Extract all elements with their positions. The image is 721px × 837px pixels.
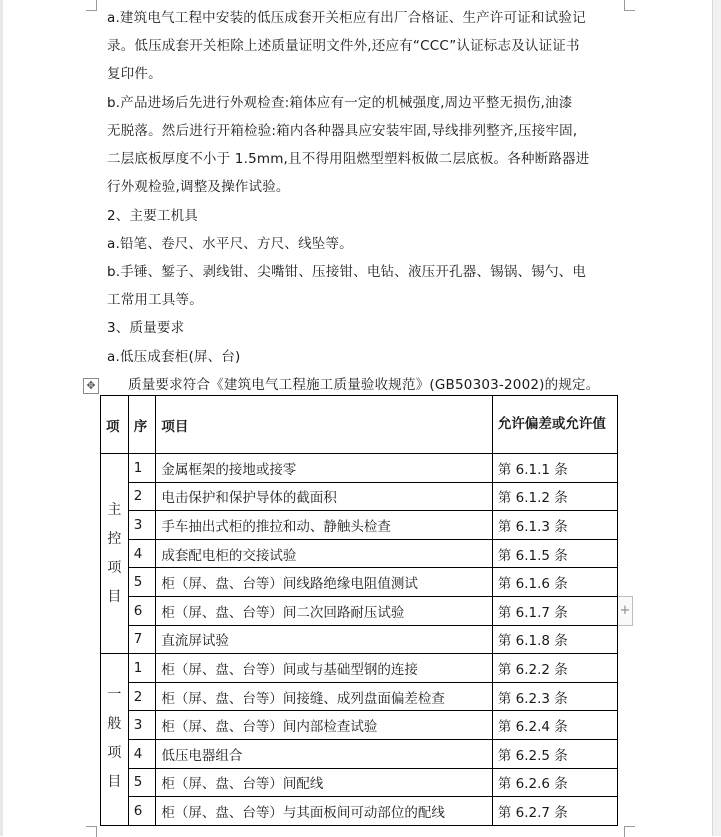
row-seq[interactable]: 3 (128, 511, 156, 540)
row-seq[interactable]: 6 (128, 596, 156, 625)
table-row (101, 768, 618, 797)
row-seq[interactable]: 4 (128, 539, 156, 568)
row-seq[interactable]: 5 (128, 568, 156, 597)
table-row (101, 739, 618, 768)
row-tolerance[interactable]: 第 6.2.6 条 (492, 768, 617, 797)
row-seq[interactable]: 5 (128, 768, 156, 797)
paragraph-line[interactable]: a.铅笔、卷尺、水平尺、方尺、线坠等。 (107, 236, 353, 252)
table-row (101, 596, 618, 625)
header-tolerance[interactable]: 允许偏差或允许值 (492, 396, 617, 454)
group-label-char: 般 (107, 716, 122, 733)
paragraph-line[interactable]: 无脱落。然后进行开箱检验:箱内各种器具应安装牢固,导线排列整齐,压接牢固, (107, 123, 578, 139)
header-category[interactable]: 项 (101, 396, 129, 454)
add-row-button[interactable]: + (617, 596, 633, 626)
group-label-char: 目 (107, 774, 122, 791)
table-header-row (101, 396, 618, 454)
table-row (101, 511, 618, 540)
row-tolerance[interactable]: 第 6.1.6 条 (492, 568, 617, 597)
row-item[interactable]: 成套配电柜的交接试验 (156, 539, 492, 568)
row-seq[interactable]: 7 (128, 625, 156, 654)
table-row (101, 454, 618, 483)
table-row (101, 711, 618, 740)
table-row (101, 625, 618, 654)
table-row (101, 482, 618, 511)
row-seq[interactable]: 4 (128, 739, 156, 768)
group-label-char: 主 (107, 501, 122, 518)
row-tolerance[interactable]: 第 6.1.1 条 (492, 454, 617, 483)
row-tolerance[interactable]: 第 6.2.5 条 (492, 739, 617, 768)
row-tolerance[interactable]: 第 6.2.4 条 (492, 711, 617, 740)
row-item[interactable]: 柜（屏、盘、台等）间配线 (156, 768, 492, 797)
margin-mark-bottom-right (624, 826, 635, 837)
paragraph-line[interactable]: 行外观检验,调整及操作试验。 (107, 179, 290, 195)
row-tolerance[interactable]: 第 6.2.7 条 (492, 797, 617, 826)
row-tolerance[interactable]: 第 6.2.2 条 (492, 654, 617, 683)
row-item[interactable]: 直流屏试验 (156, 625, 492, 654)
table-move-handle-icon[interactable]: ✥ (83, 378, 99, 394)
group-label-char: 一 (107, 687, 122, 704)
section-heading[interactable]: 3、质量要求 (107, 320, 185, 336)
row-seq[interactable]: 2 (128, 682, 156, 711)
row-seq[interactable]: 6 (128, 797, 156, 826)
paragraph-line[interactable]: 工常用工具等。 (107, 292, 203, 308)
row-seq[interactable]: 1 (128, 654, 156, 683)
group-label-main-control[interactable] (101, 454, 129, 654)
scrollbar[interactable] (712, 0, 721, 836)
row-tolerance[interactable]: 第 6.1.2 条 (492, 482, 617, 511)
group-label-char: 项 (107, 559, 122, 576)
margin-mark-bottom-left (86, 826, 97, 837)
group-label-char: 控 (107, 530, 122, 547)
section-heading[interactable]: 2、主要工机具 (107, 208, 198, 224)
row-tolerance[interactable]: 第 6.1.5 条 (492, 539, 617, 568)
row-seq[interactable]: 2 (128, 482, 156, 511)
table-row (101, 682, 618, 711)
row-tolerance[interactable]: 第 6.1.7 条 (492, 596, 617, 625)
margin-mark-top-left (86, 0, 97, 11)
row-item[interactable]: 柜（屏、盘、台等）间内部检查试验 (156, 711, 492, 740)
header-seq[interactable]: 序 (128, 396, 156, 454)
row-item[interactable]: 低压电器组合 (156, 739, 492, 768)
row-item[interactable]: 柜（屏、盘、台等）间线路绝缘电阻值测试 (156, 568, 492, 597)
table-row (101, 654, 618, 683)
paragraph-line[interactable]: 复印件。 (107, 66, 162, 82)
paragraph-line[interactable]: b.产品进场后先进行外观检查:箱体应有一定的机械强度,周边平整无损伤,油漆 (107, 95, 573, 111)
row-item[interactable]: 柜（屏、盘、台等）间接缝、成列盘面偏差检查 (156, 682, 492, 711)
row-seq[interactable]: 1 (128, 454, 156, 483)
paragraph-line[interactable]: a.建筑电气工程中安装的低压成套开关柜应有出厂合格证、生产许可证和试验记 (107, 10, 586, 26)
page-left-edge (0, 0, 3, 836)
group-label-char: 目 (107, 588, 122, 605)
paragraph-line[interactable]: 二层底板厚度不小于 1.5mm,且不得用阻燃型塑料板做二层底板。各种断路器进 (107, 151, 590, 167)
header-item[interactable]: 项目 (156, 396, 492, 454)
paragraph-line[interactable]: 质量要求符合《建筑电气工程施工质量验收规范》(GB50303-2002)的规定。 (128, 377, 600, 393)
row-tolerance[interactable]: 第 6.1.3 条 (492, 511, 617, 540)
group-label-general[interactable] (101, 654, 129, 826)
table-row (101, 797, 618, 826)
row-item[interactable]: 电击保护和保护导体的截面积 (156, 482, 492, 511)
paragraph-line[interactable]: a.低压成套柜(屏、台) (107, 349, 241, 365)
group-label-char: 项 (107, 745, 122, 762)
row-item[interactable]: 金属框架的接地或接零 (156, 454, 492, 483)
row-item[interactable]: 柜（屏、盘、台等）间二次回路耐压试验 (156, 596, 492, 625)
row-seq[interactable]: 3 (128, 711, 156, 740)
row-tolerance[interactable]: 第 6.1.8 条 (492, 625, 617, 654)
quality-table (100, 395, 618, 826)
paragraph-line[interactable]: 录。低压成套开关柜除上述质量证明文件外,还应有“CCC”认证标志及认证证书 (107, 38, 580, 54)
paragraph-line[interactable]: b.手锤、錾子、剥线钳、尖嘴钳、压接钳、电钻、液压开孔器、锡锅、锡勺、电 (107, 264, 587, 280)
table-row (101, 539, 618, 568)
row-item[interactable]: 手车抽出式柜的推拉和动、静触头检查 (156, 511, 492, 540)
row-item[interactable]: 柜（屏、盘、台等）与其面板间可动部位的配线 (156, 797, 492, 826)
row-item[interactable]: 柜（屏、盘、台等）间或与基础型钢的连接 (156, 654, 492, 683)
table-row (101, 568, 618, 597)
row-tolerance[interactable]: 第 6.2.3 条 (492, 682, 617, 711)
margin-mark-top-right (624, 0, 635, 11)
